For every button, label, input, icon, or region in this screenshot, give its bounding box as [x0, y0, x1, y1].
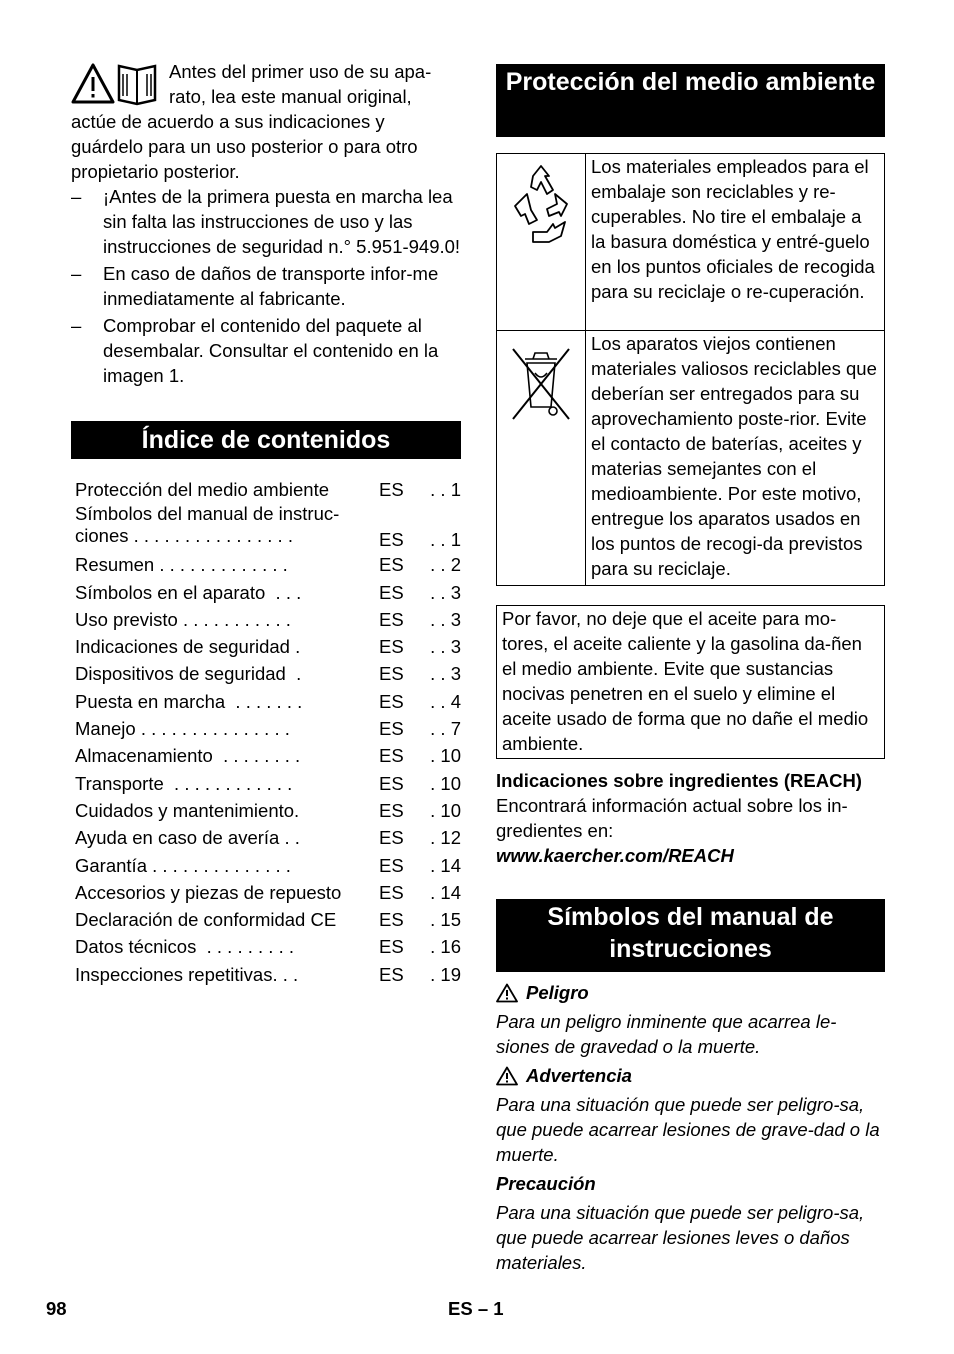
toc-entry-lang: ES	[379, 479, 404, 500]
toc-entry-lang: ES	[379, 963, 404, 985]
toc-entry-title: Indicaciones de seguridad .	[75, 636, 301, 658]
toc-row[interactable]	[75, 606, 461, 633]
toc-entry-page: . . 1	[430, 479, 461, 500]
toc-row[interactable]	[75, 476, 461, 503]
warning-title: Advertencia	[526, 1065, 632, 1086]
toc-entry-page: . . 2	[430, 554, 461, 576]
toc-entry-lang: ES	[379, 854, 404, 876]
recycling-icon	[497, 154, 585, 264]
toc-row[interactable]	[75, 824, 461, 851]
toc-entry-page: . 14	[430, 881, 461, 903]
toc-entry-title: Símbolos del manual de instruc- ciones . . . . . . . . . . . . . . . .	[75, 503, 340, 547]
toc-entry-title: Ayuda en caso de avería . .	[75, 827, 300, 849]
toc-entry-title: Accesorios y piezas de repuesto	[75, 881, 342, 903]
toc-entry-page: . 14	[430, 854, 461, 876]
warning-triangle-icon	[496, 1066, 518, 1086]
toc-row[interactable]	[75, 660, 461, 687]
toc-row[interactable]	[75, 879, 461, 906]
toc-entry-title: Almacenamiento . . . . . . . .	[75, 745, 301, 767]
toc-entry-page: . 12	[430, 827, 461, 849]
toc-entry-title: Símbolos en el aparato . . .	[75, 581, 302, 603]
toc-entry-lang: ES	[379, 772, 404, 794]
bullet-dash: –	[71, 315, 82, 336]
toc-entry-title: Resumen . . . . . . . . . . . . .	[75, 554, 288, 576]
toc-entry-page: . . 3	[430, 663, 461, 685]
toc-entry-page: . 10	[430, 745, 461, 767]
recycling-text: Los materiales empleados para el embalaje son reciclables y re-cuperables. No tire el embalaje a la basura doméstica y entré-guelo en los puntos oficiales de recogida para su reciclaje o re-cuperación.	[586, 154, 885, 331]
toc-entry-lang: ES	[379, 718, 404, 740]
toc-entry-page: . . 7	[430, 718, 461, 740]
toc-entry-page: . . 4	[430, 690, 461, 712]
toc-entry-page: . . 3	[430, 608, 461, 630]
toc-row[interactable]	[75, 633, 461, 660]
toc-row[interactable]	[75, 579, 461, 606]
table-row	[497, 154, 885, 331]
toc-entry-lang: ES	[379, 936, 404, 958]
toc-entry-page: . 16	[430, 936, 461, 958]
environment-table	[496, 153, 885, 586]
toc-entry-title: Inspecciones repetitivas. . .	[75, 963, 299, 985]
environment-heading: Protección del medio ambiente	[496, 64, 885, 137]
toc-heading: Índice de contenidos	[71, 421, 461, 459]
danger-title: Peligro	[526, 982, 589, 1003]
bullet-dash: –	[71, 186, 82, 207]
page-number: 98	[46, 1298, 67, 1319]
toc-entry-page: . 10	[430, 772, 461, 794]
bullet-text: ¡Antes de la primera puesta en marcha lea sin falta las instrucciones de uso y las instrucciones de seguridad n.° 5.951-949.0!	[103, 186, 461, 257]
caution-text: Para una situación que puede ser peligro-sa, que puede acarrear lesiones leves o daños materiales.	[496, 1202, 865, 1273]
toc-entry-lang: ES	[379, 909, 404, 931]
toc-entry-lang: ES	[379, 799, 404, 821]
bullet-dash: –	[71, 263, 82, 284]
crossed-bin-icon	[497, 331, 585, 431]
toc-entry-page: . . 3	[430, 581, 461, 603]
toc-entry-lang: ES	[379, 529, 404, 551]
toc-entry-lang: ES	[379, 663, 404, 685]
toc-entry-title: Cuidados y mantenimiento.	[75, 799, 300, 821]
list-item	[71, 313, 461, 388]
table-of-contents	[75, 476, 461, 988]
symbols-heading: Símbolos del manual de instrucciones	[496, 899, 885, 972]
toc-row[interactable]	[75, 852, 461, 879]
warning-triangle-icon	[496, 983, 518, 1003]
bullet-text: En caso de daños de transporte infor-me inmediatamente al fabricante.	[103, 263, 439, 309]
intro	[71, 59, 461, 184]
toc-entry-title: Manejo . . . . . . . . . . . . . . .	[75, 718, 290, 740]
toc-entry-page: . . 3	[430, 636, 461, 658]
toc-row[interactable]	[75, 906, 461, 933]
reach-link[interactable]: www.kaercher.com/REACH	[496, 845, 734, 866]
intro-bullets	[71, 184, 461, 390]
reach-heading: Indicaciones sobre ingredientes (REACH)	[496, 770, 862, 791]
caution-title: Precaución	[496, 1173, 596, 1194]
warning-label	[496, 1063, 885, 1088]
toc-entry-lang: ES	[379, 554, 404, 576]
toc-entry-title: Dispositivos de seguridad .	[75, 663, 302, 685]
list-item	[71, 261, 461, 311]
toc-entry-title: Datos técnicos . . . . . . . . .	[75, 936, 294, 958]
bullet-text: Comprobar el contenido del paquete al desembalar. Consultar el contenido en la imagen 1.	[103, 315, 439, 386]
toc-entry-lang: ES	[379, 745, 404, 767]
toc-entry-lang: ES	[379, 827, 404, 849]
toc-row[interactable]	[75, 742, 461, 769]
old-devices-text: Los aparatos viejos contienen materiales valiosos reciclables que deberían ser entregados para su aprovechamiento poste-rior. Evite el contacto de baterías, aceites y materias semejantes con el medioambiente. Por este motivo, entregue los aparatos usados en los puntos de recogi-da previstos para su reciclaje.	[586, 331, 885, 586]
intro-text: Antes del primer uso de su apa-rato, lea este manual original, actúe de acuerdo a sus indicaciones y guárdelo para un uso posterior o para otro propietario posterior.	[71, 61, 432, 182]
toc-entry-title: Declaración de conformidad CE	[75, 909, 337, 931]
toc-entry-lang: ES	[379, 636, 404, 658]
danger-text: Para un peligro inminente que acarrea le-siones de gravedad o la muerte.	[496, 1011, 837, 1057]
warning-manual-icon	[71, 62, 161, 106]
toc-entry-title: Puesta en marcha . . . . . . .	[75, 690, 303, 712]
toc-row[interactable]	[75, 961, 461, 988]
warning-text: Para una situación que puede ser peligro-sa, que puede acarrear lesiones de grave-dad o la muerte.	[496, 1094, 880, 1165]
toc-entry-lang: ES	[379, 608, 404, 630]
symbols-list	[496, 980, 885, 1275]
toc-row[interactable]	[75, 770, 461, 797]
toc-entry-lang: ES	[379, 581, 404, 603]
toc-entry-page: . 19	[430, 963, 461, 985]
toc-entry-page: . 10	[430, 799, 461, 821]
table-row	[497, 331, 885, 586]
footer-lang-page: ES – 1	[448, 1298, 504, 1319]
toc-entry-title: Uso previsto . . . . . . . . . . .	[75, 608, 291, 630]
toc-row[interactable]	[75, 715, 461, 742]
list-item	[71, 184, 461, 259]
toc-row[interactable]	[75, 688, 461, 715]
toc-row[interactable]	[75, 797, 461, 824]
oil-notice: Por favor, no deje que el aceite para mo-tores, el aceite caliente y la gasolina da-ñen el medio ambiente. Evite que sustancias nocivas penetren en el suelo y elimine el aceite usado de forma que no dañe el medio ambiente.	[496, 605, 885, 759]
toc-entry-lang: ES	[379, 690, 404, 712]
toc-entry-title: Transporte . . . . . . . . . . . .	[75, 772, 293, 794]
reach-section	[496, 768, 885, 868]
toc-entry-page: . . 1	[430, 529, 461, 551]
toc-entry-lang: ES	[379, 881, 404, 903]
toc-entry-title: Protección del medio ambiente	[75, 479, 330, 500]
danger-label	[496, 980, 885, 1005]
toc-row[interactable]	[75, 503, 461, 551]
toc-entry-title: Garantía . . . . . . . . . . . . . .	[75, 854, 291, 876]
toc-row[interactable]	[75, 933, 461, 960]
reach-text: Encontrará información actual sobre los in-gredientes en:	[496, 795, 848, 841]
toc-row[interactable]	[75, 551, 461, 578]
toc-entry-page: . 15	[430, 909, 461, 931]
